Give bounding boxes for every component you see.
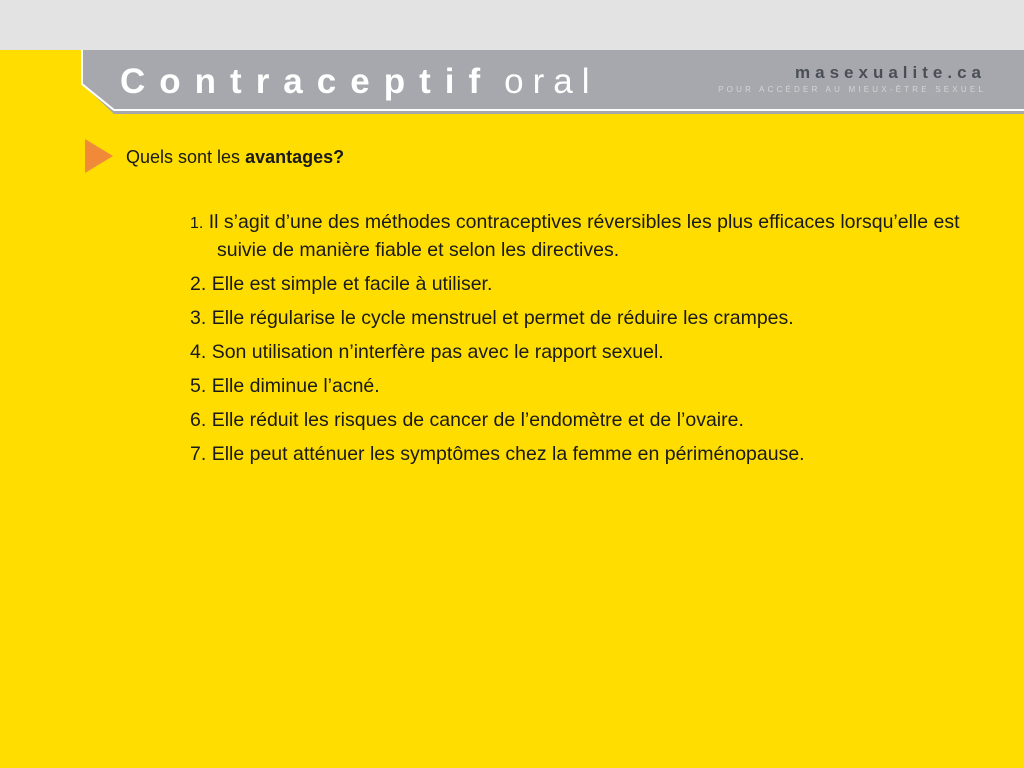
slide-title (120, 60, 599, 104)
list-item-text: Il s’agit d’une des méthodes contraceptives réversibles les plus efficaces lorsqu’elle est suivie de manière fiable et selon les directives. (208, 211, 960, 261)
list-item-number: 2. (190, 273, 207, 295)
list-item-text: Elle diminue l’acné. (211, 375, 380, 397)
advantages-list (190, 209, 990, 475)
list-item (190, 441, 990, 468)
subheading-emphasis: avantages? (245, 147, 345, 167)
list-item (190, 373, 990, 400)
list-item (190, 305, 990, 332)
arrow-bullet-icon (85, 139, 113, 173)
brand-logo (718, 62, 986, 95)
list-item-number: 6. (190, 409, 207, 431)
list-item (190, 339, 990, 366)
list-item-number: 7. (190, 443, 207, 465)
list-item-number: 5. (190, 375, 207, 397)
top-strip (0, 0, 1024, 50)
brand-tagline: POUR ACCÉDER AU MIEUX-ÊTRE SEXUEL (718, 85, 986, 94)
list-item-text: Elle régularise le cycle menstruel et permet de réduire les crampes. (211, 307, 794, 329)
subheading-prefix: Quels sont les (126, 147, 246, 167)
list-item-number: 4. (190, 341, 207, 363)
list-item-text: Son utilisation n’interfère pas avec le rapport sexuel. (211, 341, 664, 363)
list-item-text: Elle peut atténuer les symptômes chez la femme en périménopause. (211, 443, 805, 465)
brand-name: masexualite.ca (795, 63, 986, 82)
list-item (190, 407, 990, 434)
title-light: oral (504, 62, 599, 101)
title-bold: Contraceptif (120, 62, 495, 101)
list-item-text: Elle réduit les risques de cancer de l’endomètre et de l’ovaire. (211, 409, 744, 431)
list-item-number: 3. (190, 307, 207, 329)
list-item (190, 209, 990, 264)
list-item (190, 271, 990, 298)
list-item-number: 1. (190, 215, 204, 232)
list-item-text: Elle est simple et facile à utiliser. (211, 273, 493, 295)
subheading (126, 145, 344, 169)
